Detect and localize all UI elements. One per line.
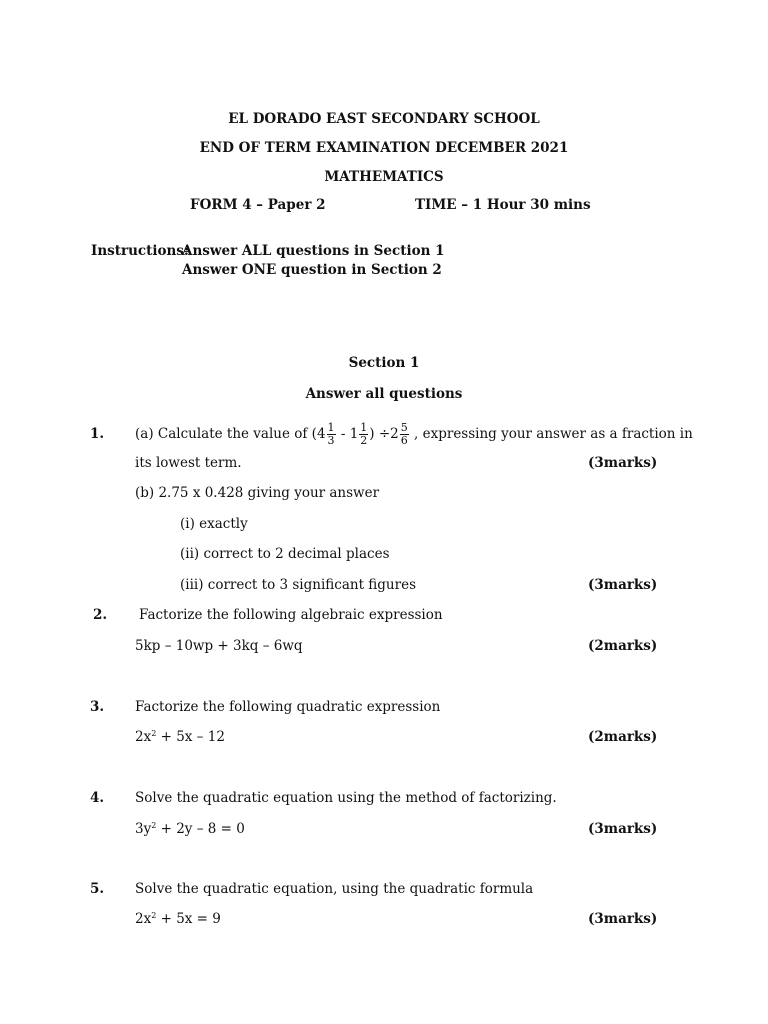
subject-title: MATHEMATICS bbox=[324, 169, 444, 185]
exam-time: TIME – 1 Hour 30 mins bbox=[415, 197, 591, 213]
exponent: 2 bbox=[151, 729, 157, 738]
expr-part: + 5x = 9 bbox=[156, 911, 221, 927]
question-1a-marks: (3marks) bbox=[588, 455, 658, 471]
form-paper: FORM 4 – Paper 2 bbox=[190, 197, 326, 213]
question-3-number: 3. bbox=[90, 699, 105, 715]
fraction-denominator: 2 bbox=[360, 434, 368, 447]
question-5-marks: (3marks) bbox=[588, 911, 658, 927]
question-2-marks: (2marks) bbox=[588, 638, 658, 654]
school-name: EL DORADO EAST SECONDARY SCHOOL bbox=[228, 111, 540, 127]
question-2-expression: 5kp – 10wp + 3kq – 6wq bbox=[135, 638, 303, 654]
instructions-label: Instructions: bbox=[91, 243, 189, 259]
expr-part: 3y bbox=[135, 821, 152, 837]
exam-title: END OF TERM EXAMINATION DECEMBER 2021 bbox=[199, 140, 569, 156]
question-1a-line-2: its lowest term. bbox=[135, 455, 242, 471]
fraction-one-half bbox=[359, 422, 368, 447]
question-3-marks: (2marks) bbox=[588, 729, 658, 745]
question-5-text: Solve the quadratic equation, using the quadratic formula bbox=[135, 881, 534, 897]
question-1b-ii: (ii) correct to 2 decimal places bbox=[180, 546, 390, 562]
question-3-text: Factorize the following quadratic expression bbox=[135, 699, 441, 715]
question-3-expression bbox=[135, 729, 225, 745]
fraction-numerator: 1 bbox=[327, 421, 335, 434]
q1a-mid-1: - 1 bbox=[336, 426, 359, 442]
exponent: 2 bbox=[151, 821, 157, 830]
expr-part: 2x bbox=[135, 911, 152, 927]
question-4-number: 4. bbox=[90, 790, 105, 806]
question-1-number: 1. bbox=[90, 426, 105, 442]
question-1b-iii: (iii) correct to 3 significant figures bbox=[180, 577, 416, 593]
question-1b-i: (i) exactly bbox=[180, 516, 248, 532]
fraction-one-third bbox=[327, 422, 336, 447]
q1a-mid-2: ) ÷2 bbox=[369, 426, 399, 442]
fraction-numerator: 1 bbox=[360, 421, 368, 434]
fraction-five-sixths bbox=[400, 422, 409, 447]
question-1b-text: (b) 2.75 x 0.428 giving your answer bbox=[135, 485, 380, 501]
instruction-line-2: Answer ONE question in Section 2 bbox=[182, 262, 442, 278]
question-4-expression bbox=[135, 821, 245, 837]
fraction-denominator: 6 bbox=[400, 434, 408, 447]
question-1a-text bbox=[135, 417, 693, 451]
q1a-prefix: (a) Calculate the value of (4 bbox=[135, 426, 326, 442]
question-5-expression bbox=[135, 911, 221, 927]
section-title: Section 1 bbox=[348, 355, 420, 371]
exponent: 2 bbox=[151, 911, 157, 920]
section-subtitle: Answer all questions bbox=[305, 386, 463, 402]
fraction-denominator: 3 bbox=[327, 434, 335, 447]
instruction-line-1: Answer ALL questions in Section 1 bbox=[182, 243, 445, 259]
expr-part: 2x bbox=[135, 729, 152, 745]
q1a-suffix: , expressing your answer as a fraction in bbox=[409, 426, 693, 442]
question-2-text: Factorize the following algebraic expression bbox=[139, 607, 443, 623]
question-5-number: 5. bbox=[90, 881, 105, 897]
question-4-marks: (3marks) bbox=[588, 821, 658, 837]
expr-part: + 5x – 12 bbox=[156, 729, 225, 745]
fraction-numerator: 5 bbox=[400, 421, 408, 434]
expr-part: + 2y – 8 = 0 bbox=[156, 821, 245, 837]
question-1b-marks: (3marks) bbox=[588, 577, 658, 593]
question-2-number: 2. bbox=[93, 607, 108, 623]
question-4-text: Solve the quadratic equation using the method of factorizing. bbox=[135, 790, 557, 806]
